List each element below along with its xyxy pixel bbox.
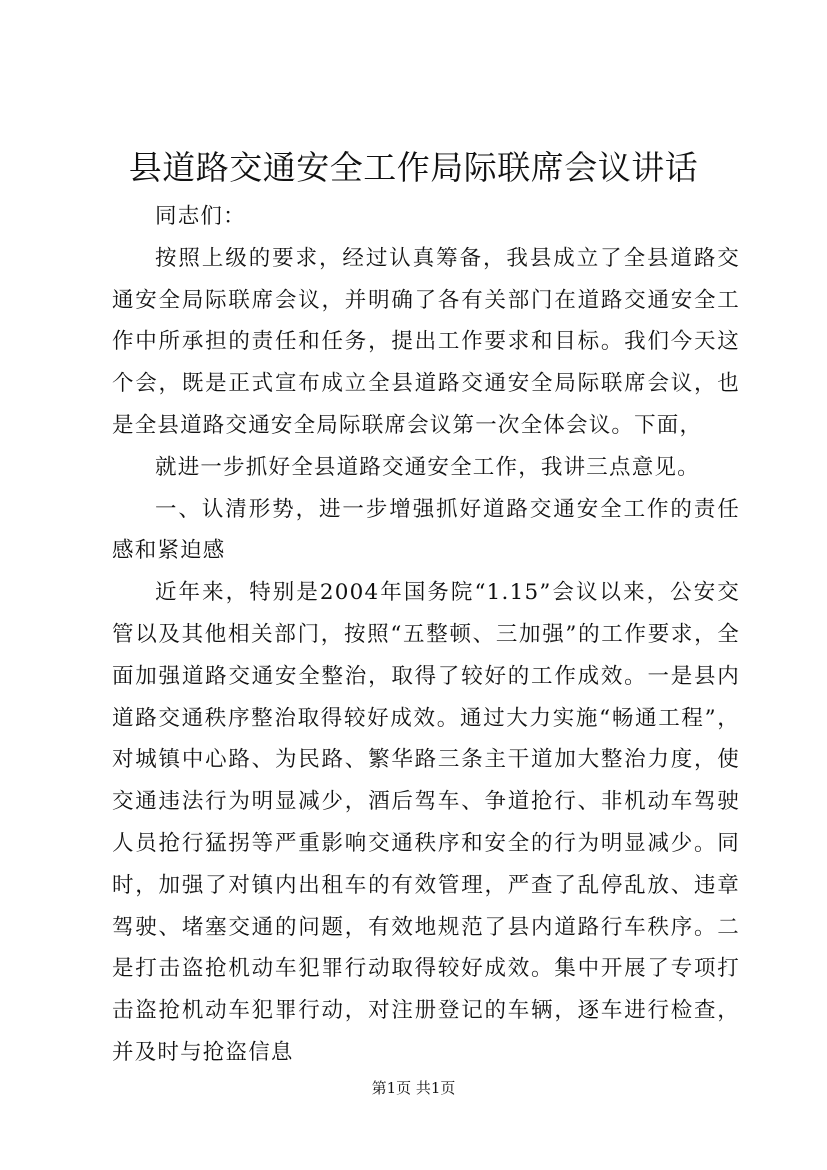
page-number-label: 第1页 共1页 (371, 1079, 456, 1097)
paragraph-three-points: 就进一步抓好全县道路交通安全工作，我讲三点意见。 (155, 454, 700, 480)
paragraph-recent-years: 近年来，特别是2004年国务院“1.15”会议以来，公安交管以及其他相关部门，按照“五整顿、三加强”的工作要求，全面加强道路交通安全整治，取得了较好的工作成效。一是县内道路交通秩序整治取得较好成效。通过大力实施“畅通工程”，对城镇中心路、为民路、繁华路三条主干道加大整治力度，使交通违法行为明显减少，酒后驾车、争道抢行、非机动车驾驶人员抢行猛拐等严重影响交通秩序和安全的行为明显减少。同时，加强了对镇内出租车的有效管理，严查了乱停乱放、违章驾驶、堵塞交通的问题，有效地规范了县内道路行车秩序。二是打击盗抢机动车犯罪行动取得较好成效。集中开展了专项打击盗抢机动车犯罪行动，对注册登记的车辆，逐车进行检查，并及时与抢盗信息 (112, 580, 740, 1065)
document-body (112, 196, 740, 1074)
page-footer (0, 1078, 827, 1098)
document-title: 县道路交通安全工作局际联席会议讲话 (128, 148, 699, 187)
paragraph-intro: 按照上级的要求，经过认真筹备，我县成立了全县道路交通安全局际联席会议，并明确了各有关部门在道路交通安全工作中所承担的责任和任务，提出工作要求和目标。我们今天这个会，既是正式宣布成立全县道路交通安全局际联席会议，也是全县道路交通安全局际联席会议第一次全体会议。下面， (112, 245, 740, 438)
greeting: 同志们： (155, 204, 246, 229)
section-heading-1: 一、认清形势，进一步增强抓好道路交通安全工作的责任感和紧迫感 (112, 496, 740, 564)
